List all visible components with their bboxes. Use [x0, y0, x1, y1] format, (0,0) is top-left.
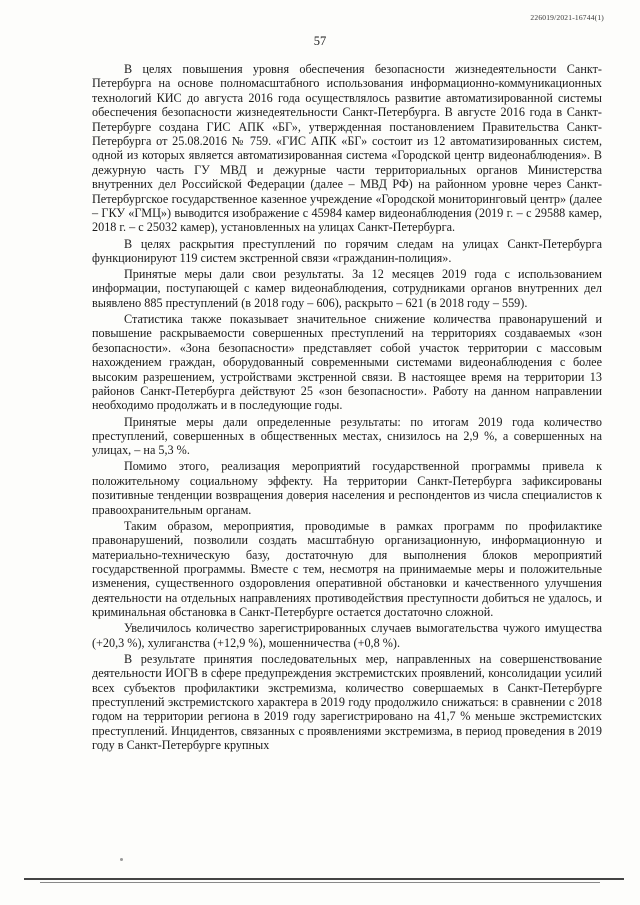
- paragraph-8: Увеличилось количество зарегистрированных случаев вымогательства чужого имущества (+20,3 %), хулиганства (+12,9 %), мошенничества (+0,8 %).: [92, 621, 602, 650]
- scan-edge-line-secondary: [40, 882, 600, 883]
- paragraph-7: Таким образом, мероприятия, проводимые в рамках программ по профилактике правонарушений, позволили создать масштабную организационную, информационную и материально-техническую базу, достаточную для выполнения блоков мероприятий государственной программы. Вместе с тем, несмотря на принимаемые меры и положительные изменения, существенного оздоровления оперативной обстановки и качественного улучшения деятельности на отдельных направлениях противодействия преступности добиться не удалось, и криминальная обстановка в Санкт-Петербурге остается достаточно сложной.: [92, 518, 602, 620]
- page-number: 57: [313, 34, 327, 48]
- paragraph-6: Помимо этого, реализация мероприятий государственной программы привела к положительному социальному эффекту. На территории Санкт-Петербурга зафиксированы позитивные тенденции возвращения доверия населения и респондентов из числа специалистов к правоохранительным органам.: [92, 459, 602, 517]
- paragraph-2: В целях раскрытия преступлений по горячим следам на улицах Санкт-Петербурга функционируют 119 систем экстренной связи «гражданин-полиция».: [92, 236, 602, 265]
- document-body: [92, 62, 602, 754]
- scan-edge-line: [24, 878, 624, 880]
- paragraph-4: Статистика также показывает значительное снижение количества правонарушений и повышение раскрываемости совершенных преступлений на территориях создаваемых «зон безопасности». «Зона безопасности» представляет собой участок территории с массовым нахождением граждан, оборудованный современными системами видеонаблюдения с более высоким разрешением, устройствами экстренной связи. В настоящее время на территории 13 районов Санкт-Петербурга действуют 25 «зон безопасности». Работу на данном направлении необходимо продолжать и в последующие годы.: [92, 311, 602, 413]
- paragraph-5: Принятые меры дали определенные результаты: по итогам 2019 года количество преступлений, совершенных в общественных местах, снизилось на 2,9 %, а совершенных на улицах, – на 5,3 %.: [92, 414, 602, 458]
- document-number: 226019/2021-16744(1): [530, 13, 604, 22]
- scan-speck: [120, 858, 123, 861]
- paragraph-1: В целях повышения уровня обеспечения безопасности жизнедеятельности Санкт-Петербурга на основе полномасштабного использования информационно-коммуникационных технологий КИС до августа 2016 года осуществлялось развитие автоматизированной системы обеспечения безопасности жизнедеятельности Санкт-Петербурга. В августе 2016 года в Санкт-Петербурге создана ГИС АПК «БГ», утвержденная постановлением Правительства Санкт-Петербурга от 25.08.2016 № 759. «ГИС АПК «БГ» состоит из 12 автоматизированных систем, одной из которых является автоматизированная система «Городской центр видеонаблюдения». В дежурную часть ГУ МВД и дежурные части территориальных органов Министерства внутренних дел Российской Федерации (далее – МВД РФ) на районном уровне через Санкт-Петербургское государственное казенное учреждение «Городской мониторинговый центр» (далее – ГКУ «ГМЦ») выводится изображение с 45984 камер видеонаблюдения (2019 г. – с 29588 камер, 2018 г. – с 25032 камер), установленных на улицах Санкт-Петербурга.: [92, 62, 602, 235]
- paragraph-9: В результате принятия последовательных мер, направленных на совершенствование деятельности ИОГВ в сфере предупреждения экстремистских проявлений, консолидации усилий всех субъектов профилактики экстремизма, количество совершаемых в Санкт-Петербурге преступлений экстремистского характера в 2019 году продолжило снижаться: в сравнении с 2018 годом на территории региона в 2019 году зарегистрировано на 41,7 % меньше экстремистских преступлений. Инцидентов, связанных с проявлениями экстремизма, в период проведения в 2019 году в Санкт-Петербурге крупных: [92, 651, 602, 753]
- paragraph-3: Принятые меры дали свои результаты. За 12 месяцев 2019 года с использованием информации, поступающей с камер видеонаблюдения, сотрудниками органов внутренних дел выявлено 885 преступлений (в 2018 году – 606), раскрыто – 621 (в 2018 году – 559).: [92, 267, 602, 310]
